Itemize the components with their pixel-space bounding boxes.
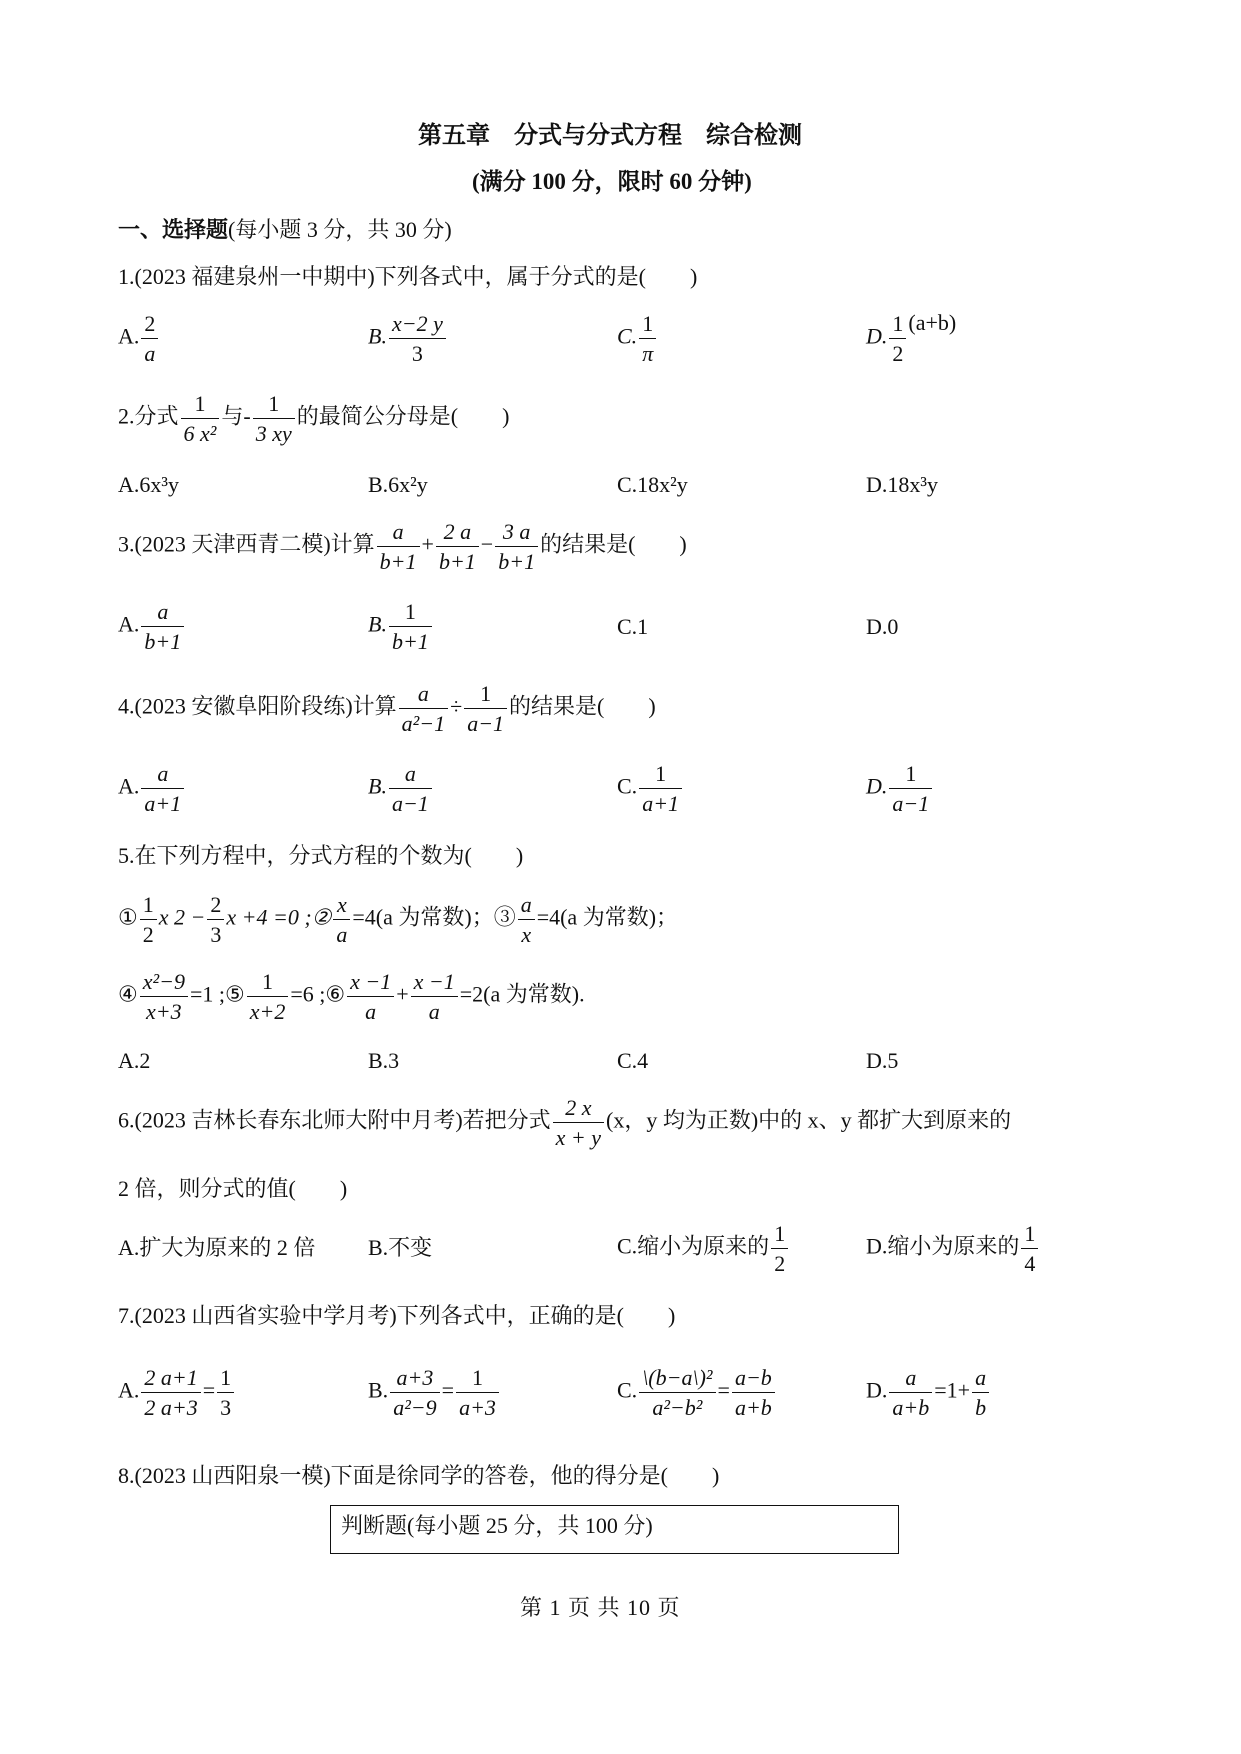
q3-option-b: B. $\frac{1}{b+1}$ <box>368 600 434 653</box>
q2-option-b: B.6x²y <box>368 472 428 497</box>
q6-option-b: B.不变 <box>368 1235 433 1260</box>
q6-option-c: C.缩小为原来的 $\frac{1}{2}$ <box>617 1222 790 1275</box>
q1-option-d: D. $\frac{1}{2}$ (a+b) <box>866 309 957 367</box>
q4-option-c: C. $\frac{1}{a+1}$ <box>617 762 684 815</box>
q3-option-c: C.1 <box>617 614 649 639</box>
q5-option-b: B.3 <box>368 1048 400 1073</box>
question-5-stem: 5.在下列方程中，分式方程的个数为( ) <box>118 843 524 868</box>
q5-option-c: C.4 <box>617 1048 649 1073</box>
q5-equations-row-2: ④ $\frac{\text{x²−9}}{x+3}$ =1 ;⑤ $\frac{1}{x+2}$ =6 ;⑥ $\frac{x -1}{a}$ + $\frac{x -1}{a}$ =2(a 为常数). <box>118 969 585 1025</box>
q7-option-d: D. $\frac{a}{a+b}$ =1+ $\frac{a}{b}$ <box>866 1366 991 1419</box>
q6-option-a: A.扩大为原来的 2 倍 <box>118 1235 316 1260</box>
page-subtitle: (满分 100 分，限时 60 分钟) <box>472 169 752 194</box>
section-heading <box>118 219 452 241</box>
q1-option-b: B. $\frac{x-2 y}{3}$ <box>368 312 448 365</box>
question-8-stem: 8.(2023 山西阳泉一模)下面是徐同学的答卷，他的得分是( ) <box>118 1463 720 1488</box>
answer-sheet-box <box>330 1505 899 1554</box>
answer-sheet-heading: 判断题(每小题 25 分，共 100 分) <box>341 1513 653 1538</box>
q6-option-d: D.缩小为原来的 $\frac{1}{4}$ <box>866 1222 1040 1275</box>
page-number: 第 1 页 共 10 页 <box>520 1595 681 1620</box>
q2-option-a: A.6x³y <box>118 472 179 497</box>
q4-option-a: A. $\frac{a}{a+1}$ <box>118 762 186 815</box>
q3-option-d: D.0 <box>866 614 899 639</box>
question-2-stem: 2.分式 $\frac{1}{\text{6 x²}}$ 与- $\frac{1}{3 xy}$ 的最简公分母是( ) <box>118 391 510 447</box>
q5-equations-row-1: ① $\frac{1}{2}$ x 2 − $\frac{2}{3}$ x +4 =0 ;② $\frac{x}{a}$ =4(a 为常数)；③ $\frac{a}{x}$ =4(a 为常数)； <box>118 892 679 948</box>
page-title: 第五章 分式与分式方程 综合检测 <box>418 123 802 149</box>
question-7-stem: 7.(2023 山西省实验中学月考)下列各式中，正确的是( ) <box>118 1303 676 1328</box>
question-6-stem-line-2: 2 倍，则分式的值( ) <box>118 1176 348 1201</box>
q7-option-b: B. $\frac{a+3}{\text{a²−9}}$ = $\frac{1}{a+3}$ <box>368 1366 501 1419</box>
q7-option-c: C. $\frac{\text{\textbackslash{}(b−a\textbackslash{})²}}{\text{a²−b²}}$ = $\frac{a-b}{a+b}$ <box>617 1366 777 1419</box>
question-3-stem: 3.(2023 天津西青二模)计算 $\frac{a}{b+1}$ + $\frac{2 a}{b+1}$ − $\frac{3 a}{b+1}$ 的结果是( ) <box>118 519 687 575</box>
q7-option-a: A. $\frac{2 a+1}{2 a+3}$ = $\frac{1}{3}$ <box>118 1366 236 1419</box>
q2-option-c: C.18x²y <box>617 472 688 497</box>
q5-option-a: A.2 <box>118 1048 151 1073</box>
q4-option-b: B. $\frac{a}{a-1}$ <box>368 762 434 815</box>
q1-option-c: C. $\frac{1}{\pi}$ <box>617 312 658 365</box>
q3-option-a: A. $\frac{a}{b+1}$ <box>118 600 186 653</box>
question-4-stem: 4.(2023 安徽阜阳阶段练)计算 $\frac{a}{\text{a²−1}}$ ÷ $\frac{1}{a-1}$ 的结果是( ) <box>118 681 656 737</box>
section-note: (每小题 3 分，共 30 分) <box>228 217 452 242</box>
question-6-stem: 6.(2023 吉林长春东北师大附中月考)若把分式 $\frac{2 x}{x + y}$ (x，y 均为正数)中的 x、y 都扩大到原来的 <box>118 1095 1012 1151</box>
q2-option-d: D.18x³y <box>866 472 938 497</box>
q4-option-d: D. $\frac{1}{a-1}$ <box>866 762 934 815</box>
q1-option-a: A. $\frac{2}{a}$ <box>118 312 160 365</box>
section-title: 一、选择题 <box>118 217 229 242</box>
question-1-stem: 1.(2023 福建泉州一中期中)下列各式中，属于分式的是( ) <box>118 264 698 289</box>
q5-option-d: D.5 <box>866 1048 899 1073</box>
